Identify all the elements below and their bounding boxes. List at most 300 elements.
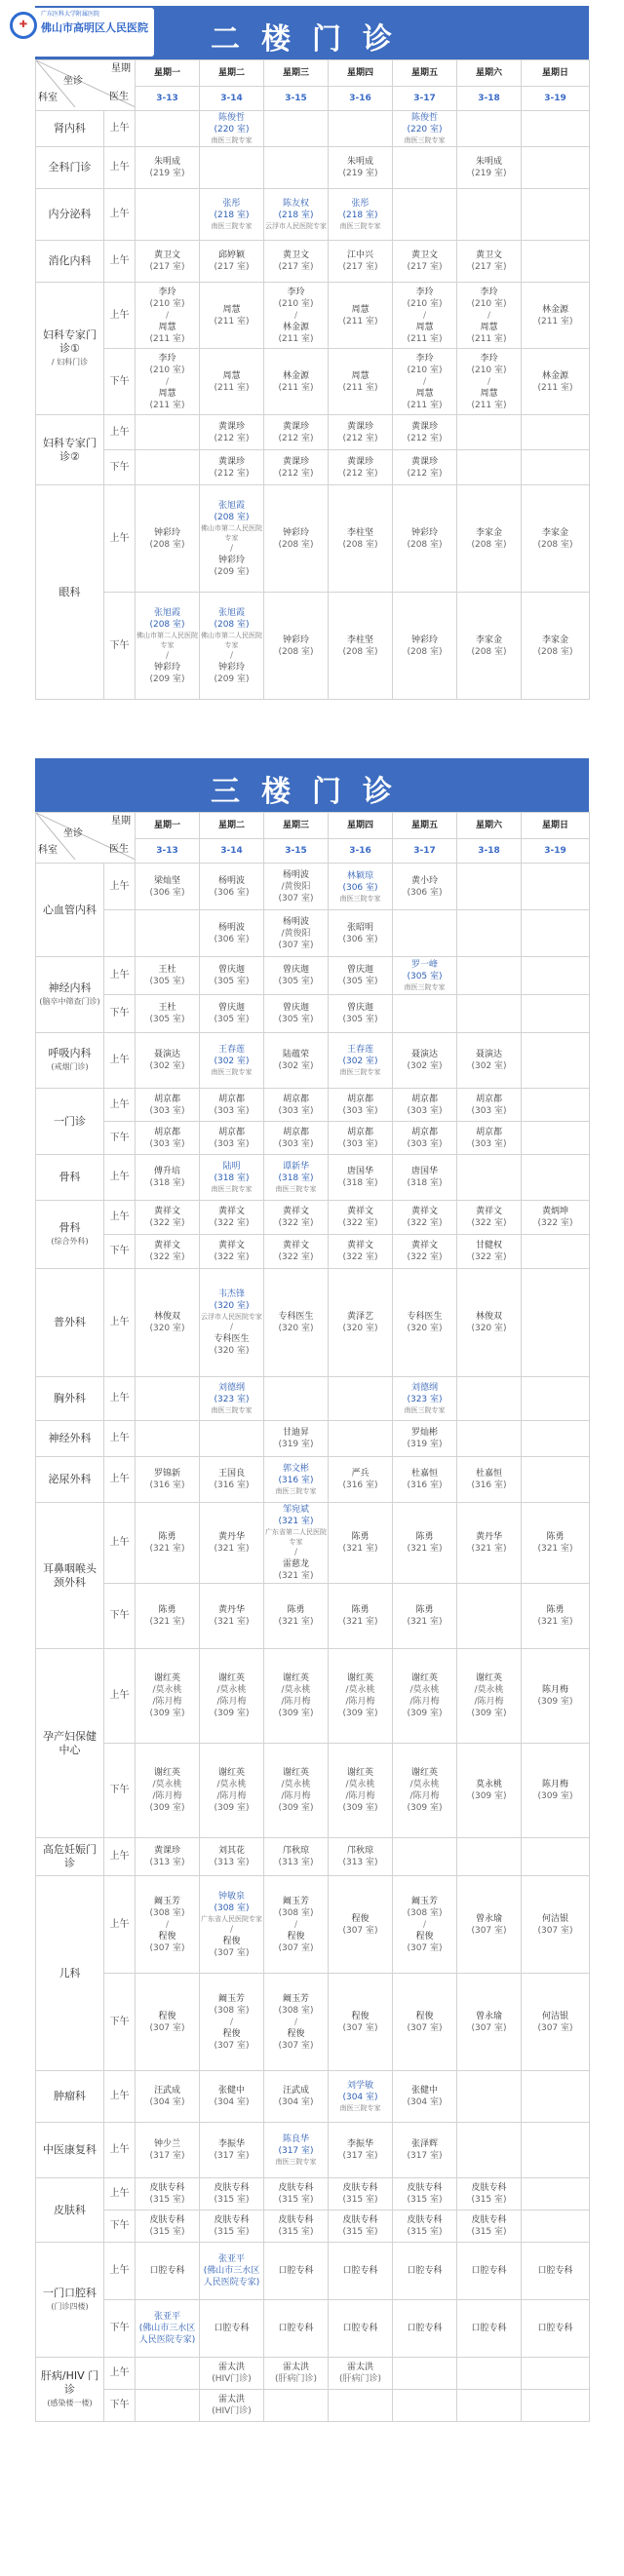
doctor-entry (264, 1463, 328, 1496)
doctor-entry (200, 555, 263, 578)
doctor-name: 黄课珍 (217, 421, 245, 432)
header-label-dept: 科室 (38, 93, 58, 103)
schedule-cell (393, 485, 457, 593)
schedule-cell (329, 1033, 393, 1089)
dept-subtitle: (戒烟门诊) (51, 1062, 89, 1071)
doctor-name: 陈俊哲 (410, 113, 438, 123)
table-row (36, 1649, 590, 1744)
doctor-room: (320 室) (214, 1346, 250, 1356)
doctor-room: (317 室) (342, 2151, 378, 2161)
schedule-cell (136, 1033, 200, 1089)
doctor-name: 陈勇 (546, 1532, 565, 1542)
dept-subtitle: (感染楼一楼) (47, 2398, 93, 2407)
doctor-name: 李玲 (158, 353, 176, 364)
doctor-room: (320 室) (214, 1301, 250, 1311)
doctor-entry (457, 1127, 521, 1150)
schedule-cell (522, 1457, 590, 1503)
doctor-entry (522, 1913, 589, 1937)
doctor-entry (264, 634, 328, 658)
schedule-cell (264, 111, 329, 147)
doctor-name: 钟彩玲 (410, 634, 438, 645)
session-label: 上午 (104, 1269, 136, 1377)
schedule-cell (393, 910, 457, 957)
doctor-name: 口腔专科 (471, 2324, 507, 2333)
schedule-cell (457, 2300, 522, 2358)
doctor-room: (佛山市三水区人民医院专家) (203, 2266, 260, 2288)
doctor-name: 黄课珍 (410, 421, 438, 432)
schedule-cell (393, 1974, 457, 2071)
doctor-room: (304 室) (214, 2097, 250, 2107)
doctor-room: (217 室) (214, 262, 250, 272)
hospital-emblem-icon: ✚ (10, 12, 37, 39)
doctor-name: 胡京都 (153, 1127, 180, 1137)
dept-name: 呼吸内科 (48, 1047, 92, 1059)
schedule-cell (329, 1235, 393, 1269)
doctor-room: (218 室) (342, 211, 378, 220)
schedule-cell (136, 2300, 200, 2358)
doctor-room: (305 室) (214, 977, 250, 986)
schedule-cell (264, 2211, 329, 2243)
dept-subtitle: (脑卒中筛查门诊) (39, 996, 100, 1006)
dept-name: 高危妊娠门诊 (43, 1843, 97, 1869)
schedule-cell (457, 1421, 522, 1457)
schedule-cell (200, 1033, 264, 1089)
doctor-entry (329, 1240, 392, 1263)
schedule-cell (393, 593, 457, 700)
date-header: 3-15 (264, 839, 329, 864)
doctor-entry (136, 2011, 199, 2034)
doctor-room: (210 室) (407, 298, 443, 309)
doctor-name: 刘其花 (217, 1846, 245, 1856)
schedule-cell (393, 1155, 457, 1201)
doctor-room: (211 室) (407, 400, 443, 410)
doctor-name: 林颖琼 (346, 870, 373, 881)
doctor-name: 杨明波 (282, 869, 309, 880)
schedule-cell (522, 1235, 590, 1269)
doctor-entry (200, 2323, 263, 2334)
doctor-entry (200, 2085, 263, 2108)
doctor-room: (307 室) (278, 1942, 314, 1953)
schedule-cell (329, 1838, 393, 1876)
schedule-cell (136, 1876, 200, 1974)
table-row (36, 111, 590, 147)
schedule-cell (136, 1122, 200, 1155)
schedule-cell (264, 2300, 329, 2358)
doctor-name: 黄丹华 (217, 1532, 245, 1542)
session-label: 上午 (104, 2358, 136, 2390)
doctor-room: (208 室) (537, 646, 573, 657)
doctor-room: (220 室) (214, 125, 250, 135)
weekday-header: 星期日 (522, 813, 590, 839)
schedule-cell (136, 1974, 200, 2071)
session-label: 上午 (104, 283, 136, 349)
table-row (36, 1122, 590, 1155)
doctor-entry (522, 2323, 589, 2334)
doctor-name: 雷太洪 (217, 2395, 245, 2404)
schedule-cell (329, 1201, 393, 1235)
doctor-room: (211 室) (342, 316, 378, 327)
schedule-cell (393, 349, 457, 415)
doctor-room: (肝病门诊) (338, 2374, 382, 2384)
table-row (36, 1584, 590, 1649)
schedule-cell (136, 189, 200, 241)
doctor-room: (308 室) (214, 1903, 250, 1913)
doctor-room: /陈月梅 (410, 1697, 440, 1707)
schedule-cell (329, 2123, 393, 2178)
schedule-cell (329, 1974, 393, 2071)
doctor-room: (302 室) (342, 1057, 378, 1066)
weekday-header: 星期二 (200, 60, 264, 87)
schedule-cell (136, 241, 200, 283)
schedule-cell (264, 1122, 329, 1155)
separator: / (293, 310, 298, 321)
doctor-entry (264, 1993, 328, 2017)
doctor-room: /陈月梅 (152, 1791, 182, 1801)
doctor-entry (457, 1206, 521, 1229)
doctor-name: 刘学敏 (346, 2081, 373, 2091)
session-label: 上午 (104, 2243, 136, 2300)
doctor-name: 胡京都 (282, 1127, 309, 1137)
dept-name: 妇科专家门诊① (43, 327, 97, 355)
doctor-room: (308 室) (278, 2005, 314, 2016)
doctor-name: 张彤 (351, 199, 370, 209)
doctor-room: (210 室) (471, 365, 507, 375)
doctor-entry (200, 2028, 263, 2052)
schedule-cell (136, 2358, 200, 2390)
doctor-room: (309 室) (537, 1697, 573, 1707)
doctor-entry (457, 287, 521, 310)
doctor-room: (208 室) (407, 539, 443, 550)
doctor-name: 杨明波 (282, 916, 309, 927)
schedule-cell (522, 910, 590, 957)
schedule-cell (200, 1377, 264, 1421)
separator: / (293, 1548, 298, 1557)
doctor-room: /莫永桃 (474, 1685, 504, 1695)
dept-name-cell (36, 1201, 104, 1269)
separator: / (293, 1919, 298, 1930)
doctor-room: (315 室) (149, 2195, 185, 2205)
table-row (36, 1155, 590, 1201)
doctor-entry (264, 1558, 328, 1582)
dept-name-cell (36, 1089, 104, 1155)
doctor-name: 曾庆迦 (346, 965, 373, 975)
doctor-name: 皮肤专科 (407, 2215, 443, 2225)
doctor-entry (200, 1531, 263, 1555)
schedule-cell (264, 1503, 329, 1584)
table-row (36, 1744, 590, 1838)
schedule-cell (457, 415, 522, 450)
expert-note: 南医三院专家 (275, 2158, 317, 2166)
doctor-name: 韦杰锋 (217, 1289, 245, 1299)
weekday-header: 星期四 (329, 60, 393, 87)
doctor-name: 汪武成 (153, 2086, 180, 2095)
schedule-cell (264, 910, 329, 957)
doctor-entry (393, 1206, 456, 1229)
doctor-name: 周慧 (158, 388, 176, 399)
table-row (36, 2243, 590, 2300)
doctor-room: (208 室) (342, 646, 378, 657)
schedule-cell (457, 450, 522, 485)
schedule-cell (200, 283, 264, 349)
schedule-cell (393, 864, 457, 910)
doctor-room: (315 室) (278, 2195, 314, 2205)
doctor-name: 王杜 (158, 1003, 176, 1013)
doctor-name: 严兵 (351, 1469, 370, 1479)
schedule-cell (522, 864, 590, 910)
doctor-name: 阚玉芳 (217, 1993, 245, 2004)
doctor-name: 程俊 (415, 1931, 434, 1942)
schedule-cell (200, 1744, 264, 1838)
dept-name: 全科门诊 (48, 161, 92, 173)
doctor-name: 罗一峰 (410, 960, 438, 970)
weekday-header: 星期四 (329, 813, 393, 839)
doctor-entry (522, 1604, 589, 1628)
dept-name-cell (36, 1457, 104, 1503)
schedule-cell (522, 1744, 590, 1838)
separator: / (229, 543, 234, 554)
doctor-room: (211 室) (407, 333, 443, 344)
doctor-room: (306 室) (342, 882, 378, 893)
schedule-cell (264, 1457, 329, 1503)
dept-name: 肾内科 (54, 122, 86, 135)
doctor-entry (264, 1161, 328, 1194)
doctor-entry (264, 1002, 328, 1025)
doctor-entry (200, 875, 263, 899)
doctor-entry (457, 156, 521, 179)
doctor-entry (264, 250, 328, 273)
doctor-name: 曾庆迦 (282, 965, 309, 975)
schedule-cell (200, 2390, 264, 2422)
doctor-entry (264, 1504, 328, 1547)
dept-name: 骨科 (58, 1171, 81, 1183)
expert-note: 南医三院专家 (339, 222, 381, 230)
schedule-cell (457, 1876, 522, 1974)
floor3-section (35, 758, 589, 2422)
doctor-name: 皮肤专科 (149, 2215, 185, 2225)
schedule-cell (264, 1744, 329, 1838)
doctor-entry (200, 1891, 263, 1924)
doctor-entry (393, 1468, 456, 1491)
schedule-cell (393, 1876, 457, 1974)
dept-name: 儿科 (58, 1966, 81, 1980)
doctor-room: (307 室) (471, 2022, 507, 2033)
table-row (36, 2123, 590, 2178)
separator: / (165, 1919, 170, 1930)
schedule-cell (457, 1089, 522, 1122)
schedule-cell (200, 1457, 264, 1503)
doctor-room: /陈月梅 (281, 1791, 311, 1801)
doctor-room: /莫永桃 (281, 1780, 311, 1789)
doctor-name: 阚玉芳 (410, 1896, 438, 1906)
date-header: 3-14 (200, 87, 264, 111)
doctor-name: 谭新华 (282, 1162, 309, 1172)
doctor-name: 胡京都 (346, 1127, 373, 1137)
doctor-entry (457, 1672, 521, 1719)
schedule-cell (393, 957, 457, 995)
doctor-name: 黄课珍 (282, 456, 309, 467)
schedule-cell (522, 349, 590, 415)
schedule-cell (264, 1155, 329, 1201)
doctor-entry (457, 353, 521, 376)
doctor-entry (393, 112, 456, 145)
doctor-name: 程俊 (158, 2011, 176, 2021)
doctor-name: 朱明成 (475, 157, 502, 167)
doctor-room: (309 室) (342, 1803, 378, 1813)
doctor-entry (136, 875, 199, 899)
doctor-name: 林俊双 (475, 1312, 502, 1322)
doctor-room: (319 室) (407, 1440, 443, 1449)
schedule-cell (457, 111, 522, 147)
doctor-entry (329, 2138, 392, 2162)
schedule-cell (264, 189, 329, 241)
doctor-name: 曾庆迦 (217, 965, 245, 975)
doctor-entry (329, 2362, 392, 2385)
dept-name: 肝病/HIV 门诊 (40, 2368, 99, 2396)
schedule-cell (264, 957, 329, 995)
doctor-name: 专科医生 (407, 1312, 443, 1322)
doctor-entry (136, 1931, 199, 1954)
expert-note: 云浮市人民医院专家 (265, 222, 327, 230)
session-label: 下午 (104, 593, 136, 700)
doctor-entry (136, 1767, 199, 1814)
doctor-name: 黄课珍 (153, 1846, 180, 1856)
doctor-name: 陈良华 (282, 2134, 309, 2144)
doctor-name: 王杜 (158, 965, 176, 975)
doctor-entry (136, 1531, 199, 1555)
doctor-entry (200, 1094, 263, 1117)
doctor-name: 林俊双 (153, 1312, 180, 1322)
dept-name-cell (36, 415, 104, 485)
doctor-name: 胡京都 (282, 1094, 309, 1104)
doctor-room: (210 室) (278, 298, 314, 309)
doctor-name: 朱明成 (346, 157, 373, 167)
header-label-clinic: 坐诊 (63, 828, 83, 839)
schedule-cell (200, 995, 264, 1033)
doctor-name: 雷太洪 (282, 2363, 309, 2372)
doctor-entry (200, 607, 263, 650)
doctor-entry (264, 2028, 328, 2052)
doctor-entry (393, 2265, 456, 2277)
doctor-room: /莫永桃 (410, 1685, 440, 1695)
doctor-name: 邝秋琼 (282, 1846, 309, 1856)
doctor-room: /陈月梅 (345, 1791, 375, 1801)
doctor-room: (322 室) (537, 1218, 573, 1228)
date-header: 3-13 (136, 839, 200, 864)
doctor-name: 谢红英 (475, 1673, 502, 1683)
doctor-entry (136, 607, 199, 650)
doctor-room: (307 室) (537, 2022, 573, 2033)
doctor-entry (136, 2138, 199, 2162)
doctor-entry (200, 2182, 263, 2206)
expert-note: 佛山市第二人民医院专家 (201, 631, 262, 649)
dept-name-cell (36, 1421, 104, 1457)
doctor-entry (264, 1767, 328, 1814)
separator: / (229, 1924, 234, 1935)
doctor-entry (264, 1931, 328, 1954)
doctor-room: (308 室) (214, 2005, 250, 2016)
doctor-room: (210 室) (407, 365, 443, 375)
schedule-cell (200, 485, 264, 593)
doctor-name: 阚玉芳 (153, 1896, 180, 1906)
schedule-cell (329, 1457, 393, 1503)
schedule-cell (264, 593, 329, 700)
expert-note: 南医三院专家 (211, 1068, 253, 1076)
weekday-header: 星期一 (136, 60, 200, 87)
doctor-room: (219 室) (342, 169, 378, 178)
schedule-cell (136, 995, 200, 1033)
doctor-name: 黄祥文 (410, 1241, 438, 1250)
schedule-cell (522, 2243, 590, 2300)
doctor-name: 胡京都 (475, 1094, 502, 1104)
doctor-room: (211 室) (342, 382, 378, 393)
schedule-cell (522, 1584, 590, 1649)
schedule-cell (200, 147, 264, 189)
doctor-name: 皮肤专科 (214, 2215, 250, 2225)
doctor-name: 口腔专科 (342, 2266, 378, 2276)
schedule-cell (393, 2243, 457, 2300)
doctor-entry (393, 1049, 456, 1072)
doctor-name: 周慧 (415, 388, 434, 399)
table-row (36, 415, 590, 450)
doctor-entry (393, 1240, 456, 1263)
doctor-name: 谢红英 (410, 1673, 438, 1683)
doctor-entry (329, 1094, 392, 1117)
doctor-room: /陈月梅 (410, 1791, 440, 1801)
doctor-entry (329, 527, 392, 551)
schedule-cell (136, 1649, 200, 1744)
schedule-cell (393, 1377, 457, 1421)
doctor-room: /莫永桃 (152, 1780, 182, 1789)
doctor-entry (264, 370, 328, 394)
doctor-name: 李玲 (480, 287, 498, 297)
expert-note: 南医三院专家 (275, 1185, 317, 1193)
doctor-name: 甘迪昇 (282, 1428, 309, 1438)
schedule-cell (393, 2123, 457, 2178)
expert-note: 云浮市人民医院专家 (201, 1313, 262, 1321)
doctor-room: (211 室) (471, 333, 507, 344)
doctor-entry (200, 2394, 263, 2417)
doctor-name: 黄祥文 (282, 1241, 309, 1250)
doctor-room: /陈月梅 (216, 1791, 247, 1801)
doctor-entry (522, 527, 589, 551)
schedule-cell (136, 450, 200, 485)
session-label (104, 910, 136, 957)
floor2-banner (19, 6, 589, 59)
doctor-name: 李振华 (346, 2139, 373, 2149)
schedule-cell (393, 1584, 457, 1649)
separator: / (422, 376, 427, 387)
doctor-name: 张亚平 (217, 2254, 245, 2264)
doctor-entry (329, 2182, 392, 2206)
schedule-cell (329, 1503, 393, 1584)
schedule-cell (457, 957, 522, 995)
doctor-room: (303 室) (149, 1138, 185, 1149)
date-header: 3-17 (393, 87, 457, 111)
doctor-name: 谢红英 (217, 1768, 245, 1778)
doctor-room: (322 室) (214, 1218, 250, 1228)
doctor-room: (307 室) (407, 1942, 443, 1953)
dept-name: 一门诊 (54, 1114, 86, 1128)
doctor-entry (136, 1468, 199, 1491)
doctor-name: 黄祥文 (346, 1241, 373, 1250)
doctor-room: (212 室) (214, 468, 250, 479)
table-row (36, 910, 590, 957)
schedule-cell (393, 1235, 457, 1269)
doctor-entry (457, 1094, 521, 1117)
doctor-room: (HIV门诊) (212, 2406, 252, 2416)
expert-note: 南医三院专家 (339, 1068, 381, 1076)
table-row (36, 2358, 590, 2390)
